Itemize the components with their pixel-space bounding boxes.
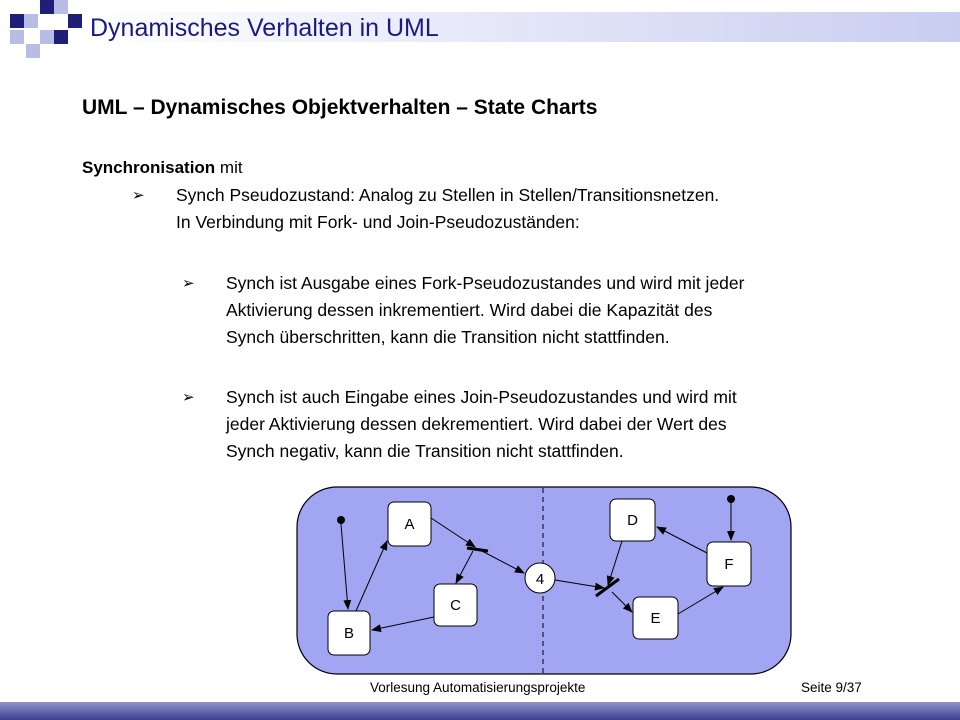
- slide-heading: UML – Dynamisches Objektverhalten – State Charts: [82, 96, 598, 119]
- footer-page-number: Seite 9/37: [801, 680, 862, 695]
- state-label: A: [404, 516, 415, 533]
- bullet-line: Synch ist auch Eingabe eines Join-Pseudozustandes und wird mit: [226, 387, 737, 407]
- bullet-line: Synch negativ, kann die Transition nicht stattfinden.: [226, 441, 624, 461]
- initial-state-left: [337, 516, 345, 524]
- footer-bar: [0, 702, 960, 720]
- bullet-line: In Verbindung mit Fork- und Join-Pseudozuständen:: [176, 212, 580, 232]
- state-A: [388, 502, 431, 546]
- state-label: B: [343, 625, 355, 642]
- state-E: [633, 597, 678, 639]
- footer-course: Vorlesung Automatisierungsprojekte: [370, 680, 586, 695]
- synch-state: [525, 563, 555, 593]
- initial-state-right: [727, 495, 735, 503]
- arrow-bullet-icon: ➢: [182, 389, 195, 406]
- state-B: [328, 611, 370, 655]
- arrow-bullet-icon: ➢: [132, 187, 145, 204]
- state-label: C: [450, 597, 461, 614]
- synch-label: 4: [535, 571, 545, 588]
- bullet-line: jeder Aktivierung dessen dekrementiert. Wird dabei der Wert des: [226, 414, 727, 434]
- slide-title: Dynamisches Verhalten in UML: [90, 14, 439, 42]
- state-F: [707, 542, 751, 586]
- bullet-line: Synch überschritten, kann die Transition nicht stattfinden.: [226, 327, 670, 347]
- state-label: F: [724, 556, 734, 573]
- state-label: D: [627, 512, 638, 529]
- state-label: E: [650, 610, 661, 627]
- intro-bold: Synchronisation: [82, 158, 216, 177]
- arrow-bullet-icon: ➢: [182, 275, 195, 292]
- state-D: [610, 499, 655, 541]
- bullet-line: Synch ist Ausgabe eines Fork-Pseudozustandes und wird mit jeder: [226, 273, 745, 293]
- bullet-line: Aktivierung dessen inkrementiert. Wird dabei die Kapazität des: [226, 300, 713, 320]
- state-C: [434, 584, 477, 626]
- bullet-line: Synch Pseudozustand: Analog zu Stellen in Stellen/Transitionsnetzen.: [176, 185, 720, 205]
- intro-rest: mit: [215, 158, 243, 177]
